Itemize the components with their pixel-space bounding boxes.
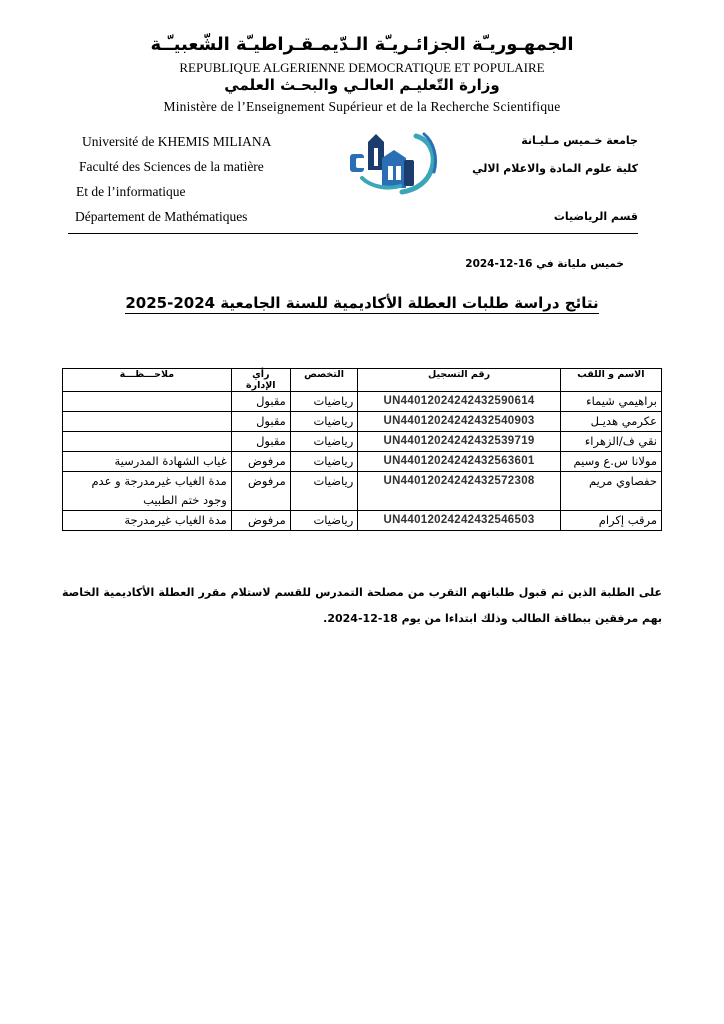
department-name-fr: Département de Mathématiques [75, 209, 248, 224]
student-name: مرقب إكرام [560, 511, 661, 531]
header-name: الاسم و اللقب [560, 369, 661, 392]
table-row [63, 472, 662, 511]
registration-number: UN44012024242432540903 [358, 412, 560, 432]
decision: مقبول [231, 432, 290, 452]
header-notes: ملاحـــظـــة [63, 369, 232, 392]
student-name: براهيمي شيماء [560, 392, 661, 412]
specialty: رياضيات [290, 472, 357, 511]
header-divider [68, 233, 638, 234]
notes [63, 412, 232, 432]
registration-number: UN44012024242432539719 [358, 432, 560, 452]
specialty: رياضيات [290, 432, 357, 452]
notes [63, 432, 232, 452]
student-name: عكرمي هديـل [560, 412, 661, 432]
decision: مرفوض [231, 452, 290, 472]
university-name-fr: Université de KHEMIS MILIANA [82, 134, 272, 149]
table-row [63, 452, 662, 472]
department-name-ar: قسم الرياضيات [553, 210, 638, 223]
registration-number: UN44012024242432590614 [358, 392, 560, 412]
registration-number: UN44012024242432546503 [358, 511, 560, 531]
specialty: رياضيات [290, 392, 357, 412]
ministry-title-fr: Ministère de l’Enseignement Supérieur et de la Recherche Scientifique [163, 99, 561, 114]
faculty-name-fr-2: Et de l’informatique [76, 184, 186, 199]
republic-title-ar: الجمهـوريـّة الجزائـريـّة الـدّيمـقـراطيـّة الشّعبيـّـة [150, 34, 574, 55]
specialty: رياضيات [290, 412, 357, 432]
notes [63, 392, 232, 412]
footer-note: على الطلبة الذين تم قبول طلباتهم التقرب من مصلحة التمدرس للقسم لاستلام مقرر العطلة الأكاديمية الخاصة بهم مرفقين ببطاقة الطالب وذلك ابتداءا من يوم 18-12-2024. [62, 586, 662, 625]
student-name: حفصاوي مريم [560, 472, 661, 511]
decision: مرفوض [231, 511, 290, 531]
results-title [0, 294, 724, 312]
university-logo-icon [346, 130, 438, 196]
table-row [63, 432, 662, 452]
student-name: مولانا س.ع وسيم [560, 452, 661, 472]
decision: مقبول [231, 412, 290, 432]
ministry-title-ar: وزارة التّعليـم العالـي والبحـث العلمي [224, 76, 500, 94]
registration-number: UN44012024242432572308 [358, 472, 560, 511]
table-row [63, 511, 662, 531]
header-specialty: التخصص [290, 369, 357, 392]
table-row [63, 412, 662, 432]
issue-date: خميس مليانة في 16-12-2024 [465, 258, 624, 270]
notes: مدة الغياب غيرمدرجة [63, 511, 232, 531]
header-registration: رقم التسجيل [358, 369, 560, 392]
faculty-name-fr: Faculté des Sciences de la matière [79, 159, 264, 174]
header-decision: رأي الإدارة [231, 369, 290, 392]
table-header-row [63, 369, 662, 392]
notes: مدة الغياب غيرمدرجة و عدم وجود ختم الطبيب [63, 472, 232, 511]
results-title-text: نتائج دراسة طلبات العطلة الأكاديمية للسنة الجامعية 2024-2025 [125, 294, 599, 312]
faculty-name-ar: كلية علوم المادة والاعلام الالي [472, 162, 638, 175]
specialty: رياضيات [290, 452, 357, 472]
notes: غياب الشهادة المدرسية [63, 452, 232, 472]
student-name: نقي ف/الزهراء [560, 432, 661, 452]
university-name-ar: جامعة خـميس مـليـانة [521, 134, 638, 147]
registration-number: UN44012024242432563601 [358, 452, 560, 472]
specialty: رياضيات [290, 511, 357, 531]
decision: مرفوض [231, 472, 290, 511]
republic-title-fr: REPUBLIQUE ALGERIENNE DEMOCRATIQUE ET POPULAIRE [179, 60, 545, 75]
decision: مقبول [231, 392, 290, 412]
results-table [62, 368, 662, 531]
table-row [63, 392, 662, 412]
